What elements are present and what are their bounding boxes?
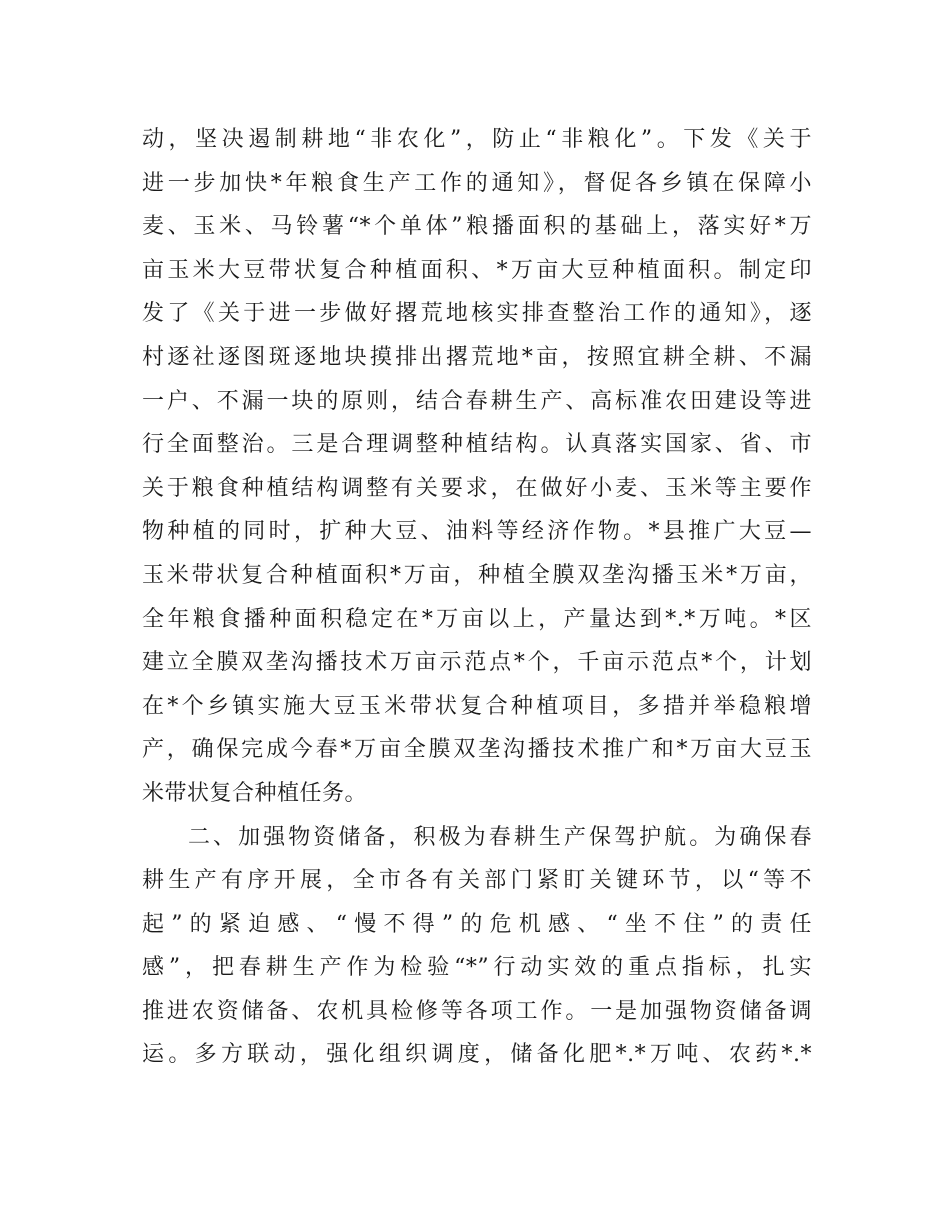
paragraph-line: 起”的紧迫感、“慢不得”的危机感、“坐不住”的责任 [142,911,812,937]
paragraph-line: 玉米带状复合种植面积*万亩，种植全膜双垄沟播玉米*万亩， [142,562,812,588]
paragraph-line: 进一步加快*年粮食生产工作的通知》，督促各乡镇在保障小 [142,170,812,196]
paragraph-line: 一户、不漏一块的原则，结合春耕生产、高标准农田建设等进 [142,388,812,414]
paragraph-line: 行全面整治。三是合理调整种植结构。认真落实国家、省、市 [142,432,812,458]
paragraph-line: 发了《关于进一步做好撂荒地核实排查整治工作的通知》，逐 [142,301,812,327]
paragraph-line: 感”，把春耕生产作为检验“*”行动实效的重点指标，扎实 [142,955,812,981]
paragraph-line: 动，坚决遏制耕地“非农化”，防止“非粮化”。下发《关于 [142,127,812,152]
paragraph-line: 在*个乡镇实施大豆玉米带状复合种植项目，多措并举稳粮增 [142,693,812,719]
paragraph-1 [142,118,812,816]
paragraph-line: 物种植的同时，扩种大豆、油料等经济作物。*县推广大豆— [142,519,812,545]
paragraph-line: 推进农资储备、农机具检修等各项工作。一是加强物资储备调 [142,998,812,1024]
paragraph-line: 运。多方联动，强化组织调度，储备化肥*.*万吨、农药*.* [142,1042,812,1068]
paragraph-line: 亩玉米大豆带状复合种植面积、*万亩大豆种植面积。制定印 [142,257,812,283]
paragraph-line: 麦、玉米、马铃薯“*个单体”粮播面积的基础上，落实好*万 [142,214,812,240]
paragraph-line: 建立全膜双垄沟播技术万亩示范点*个，千亩示范点*个，计划 [142,650,812,676]
paragraph-line: 米带状复合种植任务。 [142,780,368,806]
paragraph-line: 产，确保完成今春*万亩全膜双垄沟播技术推广和*万亩大豆玉 [142,737,812,763]
document-body [142,118,812,1077]
paragraph-line: 关于粮食种植结构调整有关要求，在做好小麦、玉米等主要作 [142,475,812,501]
paragraph-line: 耕生产有序开展，全市各有关部门紧盯关键环节，以“等不 [142,868,812,894]
paragraph-2 [142,816,812,1078]
paragraph-line: 全年粮食播种面积稳定在*万亩以上，产量达到*.*万吨。*区 [142,606,812,632]
paragraph-line: 村逐社逐图斑逐地块摸排出撂荒地*亩，按照宜耕全耕、不漏 [142,344,812,370]
paragraph-heading-line: 二、加强物资储备，积极为春耕生产保驾护航。为确保春 [188,824,812,850]
